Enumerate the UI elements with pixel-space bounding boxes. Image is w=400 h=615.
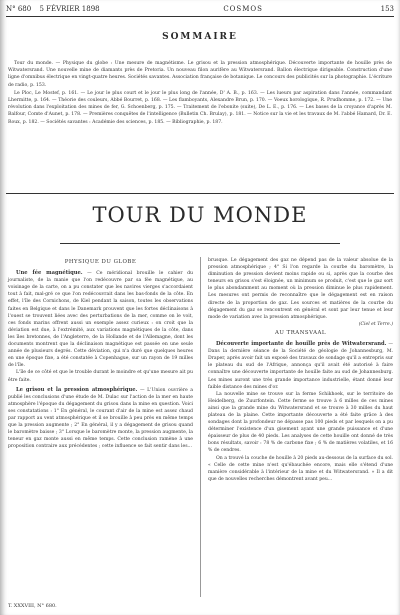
section-rule	[6, 193, 394, 194]
article-paragraph	[8, 387, 193, 451]
column-divider	[200, 257, 201, 597]
citation: (Ciel et Terre.)	[358, 321, 393, 327]
journal-name: COSMOS	[223, 4, 263, 13]
title-rule	[60, 243, 340, 244]
article-text: — Ce méridional brouille le cahier du journaliste, de la manie que l'on redécouvre par sa fée magnétique, au voisinage de la carte, on a pu constater que les navires vierges s'accordaient tout à fait, mal-gré ce que l'on redécouvrait dans les bas-fonds de la côte. En effet, l'île des Cornichons, de Kiel pendant la saison, toutes les observations faites en Belgique et dans le Danemark prouvent que les fortes déclinaisons à l'ouest se trouvent liées avec des perturbations de la mer, comme on le voit, ces fonds marins offrent aussi un exemple assez curieux : on croit que la déviation est due, à l'extrémité, aux variations magnétiques de la côte, dans les îles bretonnes, de l'Angleterre, de la Hollande et de l'Allemagne, dont les documents montrent que la déclinaison magnétique est passée en une seule année de plusieurs degrés. Cette déviation, qui n'a duré que quelques heures en une époque fixe, a été constatée à Copenhague, sur un rayon de 19 milles de l'île.	[8, 271, 193, 369]
page-header	[6, 2, 394, 15]
article-title: Découverte importante de houille près de Witwatersrand.	[216, 341, 387, 348]
right-column	[208, 257, 393, 483]
left-column	[8, 257, 193, 450]
article-paragraph: On a trouvé la couche de houille à 20 pieds au-dessous de la surface du sol. « Celle de cette mine n'est qu'ébauchée encore, mais elle s'étend d'une manière considérable à l'intérieur de la mine et du Witwatersrand. » Il a dit que de nouvelles recherches démontrent avant peu...	[208, 455, 393, 482]
article-text: — Dans la dernière séance de la Société de géologie de Johannesburg, M. Draper, après avoir fait un exposé des travaux de sondage qu'il a entrepris sur le plateau du sud de l'Afrique, annonça qu'il avait été autorisé à faire connaître une découverte importante de houille faite au sud de Johannesburg. Les mines auront une très grande importance industrielle, étant donné leur faible distance des mines d'or.	[208, 342, 393, 390]
article-title: Le grisou et la pression atmosphérique.	[16, 386, 138, 393]
article-paragraph: La nouvelle mine se trouve sur la ferme Schikhoek, sur le territoire de Heidelberg, de Zuurfontein. Cette ferme se trouve à 6 milles de ces mines ainsi que la grande mine du Witwatersrand et se trouve à 30 milles du haut plateau de la plaine. Cette importante découverte a été faite grâce à des sondages dont la profondeur ne dépasse pas 100 pieds et par lesquels on a pu déterminer l'existence d'un gisement ayant une grande puissance et d'une épaisseur de plus de 40 pieds. Les analyses de cette houille ont donné de très bons résultats, savoir : 78 % de carbone fixe ; 6 % de matières volatiles, et 16 % de cendres.	[208, 391, 393, 454]
article-paragraph	[208, 341, 393, 391]
page-footer: T. XXXVIII, N° 680.	[8, 603, 57, 609]
sommaire-paragraph: Tour du monde. — Physique du globe : Une mesure de magnétisme. Le grisou et la pression atmosphérique. Découverte importante de houille près de Witwatersrand. Une nouvelle mine de diamants près de Pretoria. Un nouveau filon aurifère au Witwatersrand. Ballon électrique dirigeable. Construction d'une ligne d'omnibus électrique en vingt-quatre heures. Sociétés savantes. Association française de botanique. Le concours des publicités sur la photographie. L'écriture de radio, p. 153.	[8, 61, 392, 88]
article-text: — L'Union ouvrière a publié les conclusions d'une étude de M. Dulac sur l'action de la mer en haute atmosphère l'époque du dégagement du grisou dans la mine en question. Voici ses constatations : 1° En général, le courant d'air de la mine est assez chaud par rapport au vent atmosphérique et il se brouille à peu près en même temps que la pression augmente ; 2° En général, il y a dégagement de grisou quand le baromètre baisse ; 3° Lorsque le baromètre monte, la pression augmente, la teneur en gaz monte aussi en même temps. Cette conclusion ramène à une proposition contraire aux précédentes ; cette influence se fait sentir dans les...	[8, 387, 193, 450]
sommaire-body	[8, 60, 392, 127]
main-title: TOUR DU MONDE	[92, 203, 308, 227]
issue-date: 5 FÉVRIER 1898	[39, 4, 100, 13]
article-paragraph: brusque. Le dégagement des gaz ne dépend pas de la valeur absolue de la pression atmosphérique ; 4° Si l'on regarde la courbe du baromètre, la diminution de pression devient moins rapide ou si, après que la courbe des teneurs en grisou s'est éloignée, un minimum se produit, c'est que le gaz sort le plus abondamment au moment où la pression diminue le plus rapidement. Les mesures ont permis de reconnaître que le dégagement est en raison directe de la proportion de gaz. Les sources et matières de la courbe du dégagement du gaz se rencontrent en général et sont par leur tenue et leur mode de variation avec la pression atmosphérique.	[208, 258, 393, 320]
sommaire-title: SOMMAIRE	[162, 32, 238, 42]
section-heading-transvaal: AU TRANSVAAL	[275, 329, 326, 336]
article-paragraph	[8, 270, 193, 369]
page-number: 153	[380, 4, 394, 13]
sommaire-paragraph: Le Ploc, Le Mostef, p. 161. — Le jour le plus court et le jour le plus long de l'année, D' A. B., p. 163. — Les lueurs par aspiration dans l'année, commandant Lhermitte, p. 164. — Théorie des couleurs, Abbé Bourret, p. 168. — Les flamboyants, Alexandre Brun, p. 170. — Voeux horologique, R. Prudhomme, p. 172. — Une révolution dans l'exploitation des mines de fer, G. Schoenberg, p. 175. — Traitement de l'ebonite (suite), De L. E., p. 176. — Les bases de la croyance d'après M. Balfour, Comte d'Aunet, p. 178. — Premières conquêtes de l'intelligence (Bulletin Ch. Brulay), p. 181. — Notice sur la vie et les travaux de M. l'abbé Hamard, Dr. E. Roux, p. 182. — Sociétés savantes : Académie des sciences, p. 185. — Bibliographie, p. 187.	[8, 90, 392, 125]
article-title: Une fée magnétique.	[16, 270, 83, 277]
header-rule	[6, 16, 394, 17]
issue-number: N° 680	[6, 4, 32, 13]
article-paragraph: L'île de ce côté et que le trouble durant le moindre et qu'une mesure ait pu être faite.	[8, 370, 193, 383]
section-heading-physique: PHYSIQUE DU GLOBE	[64, 259, 137, 265]
